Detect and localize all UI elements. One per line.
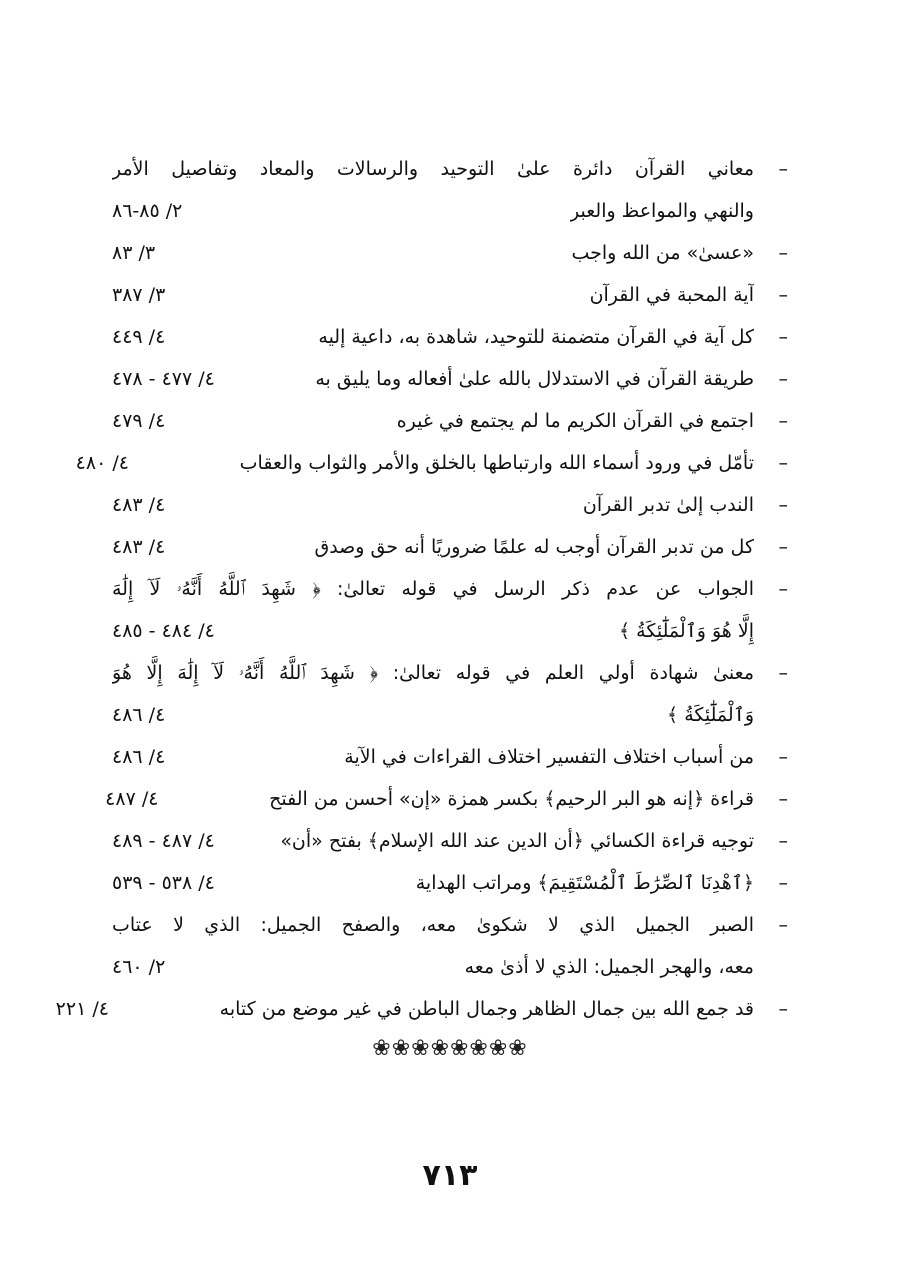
entry-line — [112, 610, 754, 652]
index-entry — [112, 568, 788, 652]
index-entry — [55, 988, 788, 1030]
entry-dash: – — [778, 536, 788, 558]
entry-body — [112, 316, 754, 358]
entry-body — [112, 652, 754, 736]
index-entry — [112, 736, 788, 778]
entry-reference: ٤/ ٤٨٠ — [75, 452, 129, 474]
entry-body — [112, 526, 754, 568]
entry-body — [112, 232, 754, 274]
entry-body — [112, 862, 754, 904]
entry-text: آية المحبة في القرآن — [589, 284, 754, 306]
index-entry — [112, 484, 788, 526]
entry-line — [112, 316, 754, 358]
entry-text: معه، والهجر الجميل: الذي لا أذىٰ معه — [464, 956, 754, 978]
entry-dash: – — [778, 662, 788, 684]
entry-reference: ٤/ ٢٢١ — [55, 998, 109, 1020]
index-entry — [112, 652, 788, 736]
index-entry — [75, 442, 788, 484]
entry-reference: ٤/ ٤٨٦ — [112, 704, 166, 726]
entry-text: الجواب عن عدم ذكر الرسل في قوله تعالىٰ: ﴿ شَهِدَ ٱللَّهُ أَنَّهُۥ لَآ إِلَٰهَ — [112, 578, 754, 600]
entry-text: قد جمع الله بين جمال الظاهر وجمال الباطن في غير موضع من كتابه — [219, 998, 754, 1020]
index-entry — [112, 904, 788, 988]
entry-line — [112, 358, 754, 400]
entry-body — [76, 442, 754, 484]
entry-line — [112, 274, 754, 316]
entry-line — [112, 736, 754, 778]
entry-line — [112, 652, 754, 694]
entry-body — [112, 484, 754, 526]
entry-body — [105, 778, 754, 820]
entry-line — [112, 232, 754, 274]
entry-body — [112, 274, 754, 316]
entry-line — [76, 442, 754, 484]
entry-dash: – — [778, 494, 788, 516]
entry-body — [56, 988, 754, 1030]
entry-text: اجتمع في القرآن الكريم ما لم يجتمع في غيره — [396, 410, 754, 432]
entry-text: الصبر الجميل الذي لا شكوىٰ معه، والصفح الجميل: الذي لا عتاب — [112, 914, 754, 936]
entry-text: توجيه قراءة الكسائي ﴿أن الدين عند الله الإسلام﴾ بفتح «أن» — [280, 830, 754, 852]
entry-text: كل من تدبر القرآن أوجب له علمًا ضروريًا أنه حق وصدق — [314, 536, 754, 558]
entry-body — [112, 568, 754, 652]
entry-line — [112, 484, 754, 526]
entry-dash: – — [778, 830, 788, 852]
index-entry — [105, 778, 788, 820]
entry-reference: ٣/ ٣٨٧ — [112, 284, 166, 306]
index-entry — [112, 232, 788, 274]
entry-text: تأمّل في ورود أسماء الله وارتباطها بالخلق والأمر والثواب والعقاب — [239, 452, 754, 474]
index-entry — [112, 862, 788, 904]
entry-line — [112, 526, 754, 568]
index-entry — [112, 274, 788, 316]
entry-text: طريقة القرآن في الاستدلال بالله علىٰ أفعاله وما يليق به — [315, 368, 754, 390]
entry-dash: – — [778, 578, 788, 600]
entry-reference: ٤/ ٤٨٣ — [112, 494, 166, 516]
entry-body — [112, 148, 754, 232]
entry-reference: ٣/ ٨٣ — [112, 242, 156, 264]
entry-text: من أسباب اختلاف التفسير اختلاف القراءات في الآية — [344, 746, 754, 768]
entry-dash: – — [778, 914, 788, 936]
entry-line — [105, 778, 754, 820]
entry-body — [112, 736, 754, 778]
entry-text: إِلَّا هُوَ وَٱلْمَلَٰٓئِكَةُ ﴾ — [619, 620, 754, 642]
entry-reference: ٤/ ٤٨٤ - ٤٨٥ — [112, 620, 215, 642]
entry-text: «عسىٰ» من الله واجب — [571, 242, 754, 264]
entry-line — [56, 988, 754, 1030]
entry-dash: – — [778, 410, 788, 432]
entry-line — [112, 946, 754, 988]
entry-dash: – — [778, 242, 788, 264]
entry-dash: – — [778, 326, 788, 348]
entry-reference: ٢/ ٤٦٠ — [112, 956, 166, 978]
entry-reference: ٤/ ٤٨٦ — [112, 746, 166, 768]
entry-text: معنىٰ شهادة أولي العلم في قوله تعالىٰ: ﴿ شَهِدَ ٱللَّهُ أَنَّهُۥ لَآ إِلَٰهَ إِلَّا هُوَ — [112, 662, 754, 684]
entry-reference: ٤/ ٤٧٧ - ٤٧٨ — [112, 368, 215, 390]
entry-line — [112, 862, 754, 904]
entry-text: قراءة ﴿إنه هو البر الرحيم﴾ بكسر همزة «إن» أحسن من الفتح — [269, 788, 754, 810]
index-entry — [112, 820, 788, 862]
entry-reference: ٢/ ٨٥-٨٦ — [112, 200, 183, 222]
entry-reference: ٤/ ٤٤٩ — [112, 326, 166, 348]
entry-dash: – — [778, 368, 788, 390]
entry-dash: – — [778, 998, 788, 1020]
index-entry — [112, 358, 788, 400]
entry-dash: – — [778, 872, 788, 894]
entry-line — [112, 568, 754, 610]
entry-line — [112, 148, 754, 190]
entry-text: وَٱلْمَلَٰٓئِكَةُ ﴾ — [667, 704, 754, 726]
entry-line — [112, 904, 754, 946]
entry-text: الندب إلىٰ تدبر القرآن — [582, 494, 754, 516]
index-entry — [112, 400, 788, 442]
page-number: ٧١٣ — [422, 1158, 478, 1193]
index-entry — [112, 316, 788, 358]
entry-dash: – — [778, 158, 788, 180]
entry-body — [112, 400, 754, 442]
entry-reference: ٤/ ٤٧٩ — [112, 410, 166, 432]
entry-line — [112, 400, 754, 442]
entry-reference: ٤/ ٤٨٧ — [105, 788, 159, 810]
entry-text: معاني القرآن دائرة علىٰ التوحيد والرسالات والمعاد وتفاصيل الأمر — [112, 158, 754, 180]
entry-text: والنهي والمواعظ والعبر — [570, 200, 754, 222]
ornament-divider: ❀❀❀❀❀❀❀❀ — [372, 1036, 528, 1061]
index-entry — [112, 148, 788, 232]
entry-reference: ٤/ ٥٣٨ - ٥٣٩ — [112, 872, 215, 894]
entry-text: كل آية في القرآن متضمنة للتوحيد، شاهدة به، داعية إليه — [318, 326, 754, 348]
entry-line — [112, 820, 754, 862]
entry-reference: ٤/ ٤٨٧ - ٤٨٩ — [112, 830, 215, 852]
entry-dash: – — [778, 284, 788, 306]
entry-line — [112, 694, 754, 736]
entry-body — [112, 904, 754, 988]
entry-body — [112, 820, 754, 862]
entry-text: ﴿ٱهْدِنَا ٱلصِّرَٰطَ ٱلْمُسْتَقِيمَ﴾ ومراتب الهداية — [415, 872, 754, 894]
index-entry — [112, 526, 788, 568]
entry-dash: – — [778, 746, 788, 768]
index-entries — [55, 148, 788, 1030]
entry-line — [112, 190, 754, 232]
entry-body — [112, 358, 754, 400]
entry-reference: ٤/ ٤٨٣ — [112, 536, 166, 558]
entry-dash: – — [778, 452, 788, 474]
entry-dash: – — [778, 788, 788, 810]
